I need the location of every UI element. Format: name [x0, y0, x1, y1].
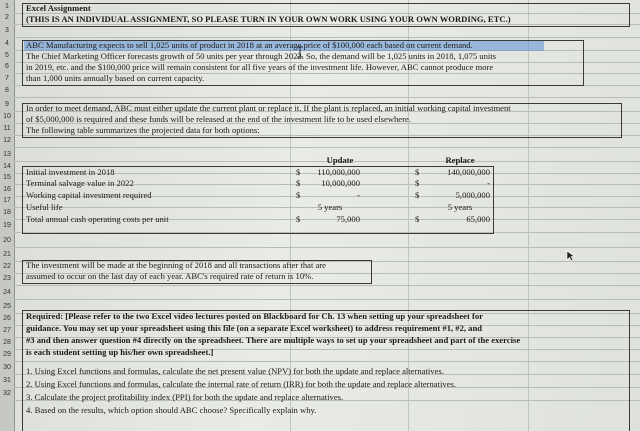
- row-number[interactable]: 13: [3, 151, 11, 158]
- row-gridline: [14, 97, 640, 98]
- replace-currency[interactable]: $: [415, 190, 420, 200]
- row-number[interactable]: 5: [5, 52, 9, 59]
- row-number[interactable]: 6: [5, 63, 9, 70]
- row-number[interactable]: 26: [3, 315, 11, 322]
- row-number[interactable]: 2: [5, 14, 9, 21]
- para2-line[interactable]: of $5,000,000 is required and these funds will be released at the end of the investment life to be used elsewhere.: [26, 114, 411, 124]
- row-number[interactable]: 18: [3, 209, 11, 216]
- row-number[interactable]: 4: [5, 40, 9, 47]
- row-number[interactable]: 19: [3, 222, 11, 229]
- row-gridline: [14, 247, 640, 248]
- question-2[interactable]: 2. Using Excel functions and formulas, calculate the internal rate of return (IRR) for both the update and replace alternatives.: [26, 379, 457, 389]
- table-row-label[interactable]: Total annual cash operating costs per unit: [26, 214, 169, 224]
- timing-line[interactable]: The investment will be made at the beginning of 2018 and all transactions after that are: [26, 260, 326, 270]
- required-line[interactable]: is each student setting up his/her own spreadsheet.]: [26, 347, 214, 357]
- update-currency[interactable]: $: [296, 190, 301, 200]
- assignment-subtitle: (THIS IS AN INDIVIDUAL ASSIGNMENT, SO PLEASE TURN IN YOUR OWN WORK USING YOUR OWN WORDING, ETC.): [26, 14, 511, 24]
- row-number[interactable]: 20: [3, 237, 11, 244]
- question-3[interactable]: 3. Calculate the project profitability index (PPI) for both the update and replace alternatives.: [26, 392, 344, 402]
- row-gridline: [14, 299, 640, 300]
- table-row-label[interactable]: Useful life: [26, 202, 63, 212]
- row-number[interactable]: 28: [3, 339, 11, 346]
- update-currency[interactable]: $: [296, 178, 301, 188]
- header-update[interactable]: Update: [326, 155, 354, 165]
- row-number[interactable]: 14: [3, 163, 11, 170]
- replace-value[interactable]: 65,000: [466, 214, 490, 224]
- table-row-label[interactable]: Working capital investment required: [26, 190, 152, 200]
- row-number[interactable]: 3: [5, 27, 9, 34]
- row-number[interactable]: 7: [5, 75, 9, 82]
- update-value[interactable]: 110,000,000: [317, 167, 360, 177]
- row-number[interactable]: 10: [3, 113, 11, 120]
- row-number[interactable]: 29: [3, 351, 11, 358]
- replace-currency[interactable]: $: [415, 214, 420, 224]
- row-number[interactable]: 9: [5, 101, 9, 108]
- table-row-label[interactable]: Terminal salvage value in 2022: [26, 178, 134, 188]
- row-number[interactable]: 15: [3, 174, 11, 181]
- row-number[interactable]: 27: [3, 327, 11, 334]
- row-number[interactable]: 25: [3, 303, 11, 310]
- update-value[interactable]: -: [357, 190, 360, 200]
- required-line[interactable]: Required: [Please refer to the two Excel video lectures posted on Blackboard for Ch. 13 when setting up your spreadsheet for: [26, 311, 483, 321]
- row-number[interactable]: 12: [3, 137, 11, 144]
- update-value[interactable]: 5 years: [317, 202, 343, 212]
- replace-value[interactable]: -: [487, 178, 490, 188]
- update-currency[interactable]: $: [296, 167, 301, 177]
- update-value[interactable]: 10,000,000: [321, 178, 360, 188]
- intro-line[interactable]: in 2019, etc. and the $100,000 price will remain consistent for all five years of the investment life. However, ABC cannot produce more: [26, 62, 494, 72]
- para2-line[interactable]: The following table summarizes the projected data for both options:: [26, 125, 260, 135]
- table-row-label[interactable]: Initial investment in 2018: [26, 167, 115, 177]
- header-replace[interactable]: Replace: [445, 155, 475, 165]
- row-number[interactable]: 22: [3, 263, 11, 270]
- replace-value[interactable]: 140,000,000: [447, 167, 490, 177]
- intro-line[interactable]: than 1,000 units annually based on current capacity.: [26, 73, 205, 83]
- row-number[interactable]: 11: [3, 125, 11, 132]
- replace-value[interactable]: 5 years: [447, 202, 473, 212]
- question-1[interactable]: 1. Using Excel functions and formulas, calculate the net present value (NPV) for both the update and replace alternatives.: [26, 366, 444, 376]
- required-line[interactable]: #3 and then answer question #4 directly on the spreadsheet. There are multiple ways to set up your spreadsheet and part of the exercise: [26, 335, 521, 345]
- replace-currency[interactable]: $: [415, 167, 420, 177]
- row-number[interactable]: 8: [5, 87, 9, 94]
- row-number[interactable]: 17: [3, 197, 11, 204]
- assignment-title: Excel Assignment: [26, 3, 91, 13]
- question-4[interactable]: 4. Based on the results, which option should ABC choose? Specifically explain why.: [26, 405, 317, 415]
- para2-line[interactable]: In order to meet demand, ABC must either update the current plant or replace it. If the plant is replaced, an initial working capital investment: [26, 103, 511, 113]
- update-value[interactable]: 75,000: [336, 214, 360, 224]
- timing-line[interactable]: assumed to occur on the last day of each year. ABC's required rate of return is 10%.: [26, 271, 314, 281]
- intro-line[interactable]: The Chief Marketing Officer forecasts growth of 50 units per year through 2022. So, the demand will be 1,025 units in 2018, 1,075 units: [26, 51, 497, 61]
- update-currency[interactable]: $: [296, 214, 301, 224]
- required-line[interactable]: guidance. You may set up your spreadsheet using this file (on a separate Excel worksheet) to address requirement #1, #2, and: [26, 323, 483, 333]
- row-number[interactable]: 24: [3, 289, 11, 296]
- text-cursor-icon: [296, 46, 304, 58]
- row-gridline: [14, 37, 640, 38]
- intro-line[interactable]: ABC Manufacturing expects to sell 1,025 units of product in 2018 at an average price of $100,000 each based on current demand.: [26, 40, 473, 50]
- mouse-pointer-icon: [566, 250, 576, 262]
- replace-currency[interactable]: $: [415, 178, 420, 188]
- row-number[interactable]: 1: [5, 3, 9, 10]
- replace-value[interactable]: 5,000,000: [455, 190, 490, 200]
- row-gridline: [14, 147, 640, 148]
- row-number[interactable]: 32: [3, 390, 11, 397]
- row-number[interactable]: 31: [3, 377, 11, 384]
- row-number[interactable]: 30: [3, 364, 11, 371]
- row-number[interactable]: 16: [3, 186, 11, 193]
- row-number[interactable]: 23: [3, 275, 11, 282]
- row-number[interactable]: 21: [3, 251, 11, 258]
- row-gridline: [14, 285, 640, 286]
